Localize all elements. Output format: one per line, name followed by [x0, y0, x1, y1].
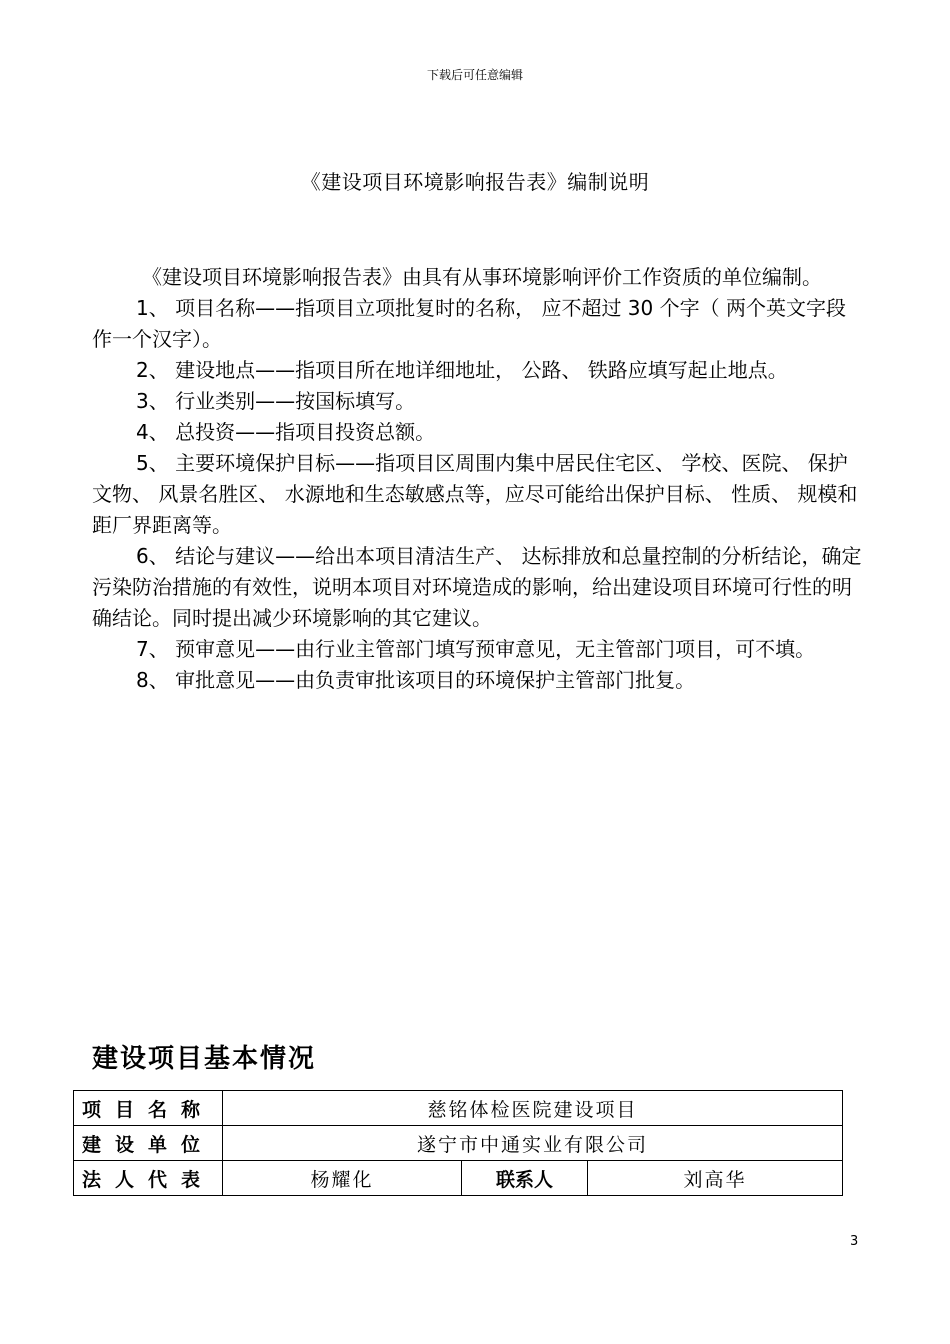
table-row: [74, 1091, 843, 1126]
legal-rep-label: 法人代表: [74, 1161, 223, 1196]
instruction-item: 3、 行业类别——按国标填写。: [136, 389, 416, 413]
table-row: [74, 1126, 843, 1161]
builder-value: 遂宁市中通实业有限公司: [223, 1126, 843, 1161]
intro-paragraph: 《建设项目环境影响报告表》由具有从事环境影响评价工作资质的单位编制。: [142, 265, 822, 289]
instruction-item: 4、 总投资——指项目投资总额。: [136, 420, 436, 444]
header-note: 下载后可任意编辑: [426, 68, 523, 82]
section-title: 建设项目基本情况: [92, 1044, 317, 1074]
instruction-item: 7、 预审意见——由行业主管部门填写预审意见，无主管部门项目，可不填。: [136, 637, 816, 661]
contact-label: 联系人: [462, 1161, 588, 1196]
project-name-value: 慈铭体检医院建设项目: [223, 1091, 843, 1126]
page-number: 3: [850, 1234, 859, 1249]
instruction-item: 6、 结论与建议——给出本项目清洁生产、 达标排放和总量控制的分析结论，确定污染防治措施的有效性，说明本项目对环境造成的影响，给出建设项目环境可行性的明确结论。同时提出减少环境影响的其它建议。: [92, 544, 862, 630]
project-name-label: 项目名称: [74, 1091, 223, 1126]
instruction-item: 5、 主要环境保护目标——指项目区周围内集中居民住宅区、 学校、医院、 保护文物、 风景名胜区、 水源地和生态敏感点等，应尽可能给出保护目标、 性质、 规模和距厂界距离等。: [92, 451, 858, 537]
instruction-item: 8、 审批意见——由负责审批该项目的环境保护主管部门批复。: [136, 668, 696, 692]
legal-rep-value: 杨耀化: [223, 1161, 462, 1196]
instructions-body: [92, 262, 862, 696]
basic-info-table: [73, 1090, 843, 1196]
document-title: 《建设项目环境影响报告表》编制说明: [300, 170, 650, 194]
contact-value: 刘高华: [588, 1161, 843, 1196]
instruction-item: 1、 项目名称——指项目立项批复时的名称， 应不超过 30 个字（ 两个英文字段作一个汉字）。: [92, 296, 846, 351]
builder-label: 建设单位: [74, 1126, 223, 1161]
table-row: [74, 1161, 843, 1196]
instruction-item: 2、 建设地点——指项目所在地详细地址， 公路、 铁路应填写起止地点。: [136, 358, 788, 382]
